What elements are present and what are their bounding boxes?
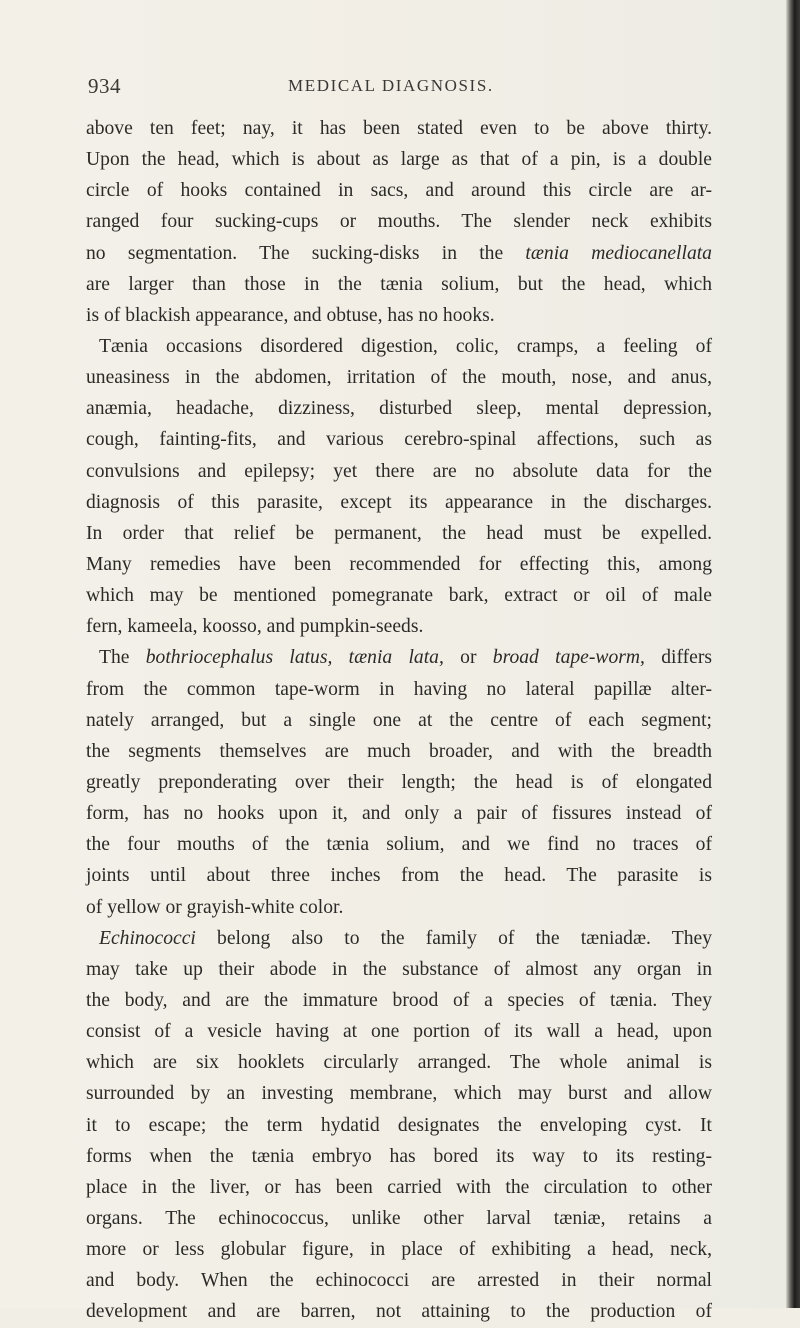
text-line <box>86 829 712 860</box>
text-segment: In order that relief be permanent, the head must be expelled. <box>86 522 712 544</box>
text-line <box>86 1296 712 1327</box>
text-segment: ranged four sucking-cups or mouths. The slender neck exhibits <box>86 211 712 233</box>
text-line <box>86 642 712 673</box>
text-segment: the four mouths of the tænia solium, and we find no traces of <box>86 834 712 856</box>
page-number: 934 <box>88 74 121 98</box>
text-segment: differs <box>644 647 712 669</box>
text-line <box>86 518 712 549</box>
text-line <box>86 736 712 767</box>
text-line <box>86 674 712 705</box>
text-segment: above ten feet; nay, it has been stated even to be above thirty. <box>86 118 712 139</box>
running-title: MEDICAL DIAGNOSIS. <box>288 76 494 95</box>
text-line <box>86 705 712 736</box>
text-line <box>86 456 712 487</box>
text-segment: which may be mentioned pomegranate bark, extract or oil of male <box>86 585 712 607</box>
text-line <box>86 175 712 206</box>
text-line <box>86 798 712 829</box>
text-line <box>86 1047 712 1078</box>
text-line <box>86 1265 712 1296</box>
text-segment: Many remedies have been recommended for effecting this, among <box>86 553 712 575</box>
text-segment: which are six hooklets circularly arranged. The whole animal is <box>86 1052 712 1074</box>
text-segment: are larger than those in the tænia solium, but the head, which <box>86 273 712 295</box>
text-line <box>86 362 712 393</box>
italic-term: Echinococci <box>99 927 196 949</box>
text-segment: diagnosis of this parasite, except its appearance in the discharges. <box>86 491 712 513</box>
text-line <box>86 144 712 175</box>
text-line <box>86 331 712 362</box>
text-segment: of yellow or grayish-white color. <box>86 896 344 918</box>
body-text <box>86 113 712 1327</box>
text-line <box>86 393 712 424</box>
italic-term: tænia mediocanellata <box>525 242 712 264</box>
text-segment: the body, and are the immature brood of a species of tænia. They <box>86 989 712 1011</box>
text-line <box>86 1234 712 1265</box>
text-segment: surrounded by an investing membrane, which may burst and allow <box>86 1083 712 1105</box>
text-line <box>86 1078 712 1109</box>
text-line <box>86 424 712 455</box>
text-line <box>86 1016 712 1047</box>
text-segment: or <box>443 647 493 669</box>
text-segment: is of blackish appearance, and obtuse, has no hooks. <box>86 304 495 326</box>
text-segment: cough, fainting-fits, and various cerebro-spinal affections, such as <box>86 429 712 451</box>
text-line <box>86 985 712 1016</box>
text-segment: Upon the head, which is about as large as that of a pin, is a double <box>86 149 712 171</box>
text-line <box>86 954 712 985</box>
text-segment: The <box>99 647 146 669</box>
text-line <box>86 113 712 144</box>
text-segment: development and are barren, not attaining to the production of <box>86 1301 712 1323</box>
text-line <box>86 238 712 269</box>
text-line <box>86 1141 712 1172</box>
text-segment: may take up their abode in the substance of almost any organ in <box>86 958 712 980</box>
text-line <box>86 892 712 923</box>
text-segment: form, has no hooks upon it, and only a pair of fissures instead of <box>86 803 712 825</box>
text-segment: from the common tape-worm in having no lateral papillæ alter- <box>86 678 712 700</box>
text-line <box>86 580 712 611</box>
page-binding-edge <box>786 0 800 1308</box>
text-segment: it to escape; the term hydatid designates the enveloping cyst. It <box>86 1114 712 1136</box>
text-segment: organs. The echinococcus, unlike other larval tæniæ, retains a <box>86 1207 712 1229</box>
text-segment: nately arranged, but a single one at the centre of each segment; <box>86 709 712 731</box>
text-segment: and body. When the echinococci are arrested in their normal <box>86 1270 712 1292</box>
text-segment: more or less globular figure, in place of exhibiting a head, neck, <box>86 1239 712 1261</box>
italic-term: bothriocephalus latus, tænia lata, <box>145 647 444 669</box>
running-head <box>88 74 710 98</box>
text-line <box>86 923 712 954</box>
text-segment: no segmentation. The sucking-disks in the <box>86 242 526 264</box>
text-line <box>86 300 712 331</box>
text-segment: convulsions and epilepsy; yet there are no absolute data for the <box>86 460 712 482</box>
text-segment: consist of a vesicle having at one portion of its wall a head, upon <box>86 1021 712 1043</box>
text-line <box>86 269 712 300</box>
text-line <box>86 206 712 237</box>
text-segment: forms when the tænia embryo has bored its way to its resting- <box>86 1145 712 1167</box>
text-segment: the segments themselves are much broader, and with the breadth <box>86 740 712 762</box>
text-segment: anæmia, headache, dizziness, disturbed sleep, mental depression, <box>86 398 712 420</box>
text-line <box>86 611 712 642</box>
text-line <box>86 487 712 518</box>
text-segment: fern, kameela, koosso, and pumpkin-seeds. <box>86 616 424 638</box>
text-line <box>86 1203 712 1234</box>
text-segment: Tænia occasions disordered digestion, colic, cramps, a feeling of <box>99 335 712 357</box>
italic-term: broad tape-worm, <box>492 647 645 669</box>
text-segment: greatly preponderating over their length; the head is of elongated <box>86 771 712 793</box>
text-line <box>86 860 712 891</box>
text-line <box>86 1110 712 1141</box>
text-segment: joints until about three inches from the head. The parasite is <box>86 865 712 887</box>
text-line <box>86 767 712 798</box>
text-line <box>86 1172 712 1203</box>
text-segment: place in the liver, or has been carried with the circulation to other <box>86 1176 712 1198</box>
text-segment: belong also to the family of the tæniadæ. They <box>195 927 712 949</box>
text-segment: uneasiness in the abdomen, irritation of the mouth, nose, and anus, <box>86 367 712 389</box>
text-line <box>86 549 712 580</box>
text-segment: circle of hooks contained in sacs, and around this circle are ar- <box>86 180 712 202</box>
